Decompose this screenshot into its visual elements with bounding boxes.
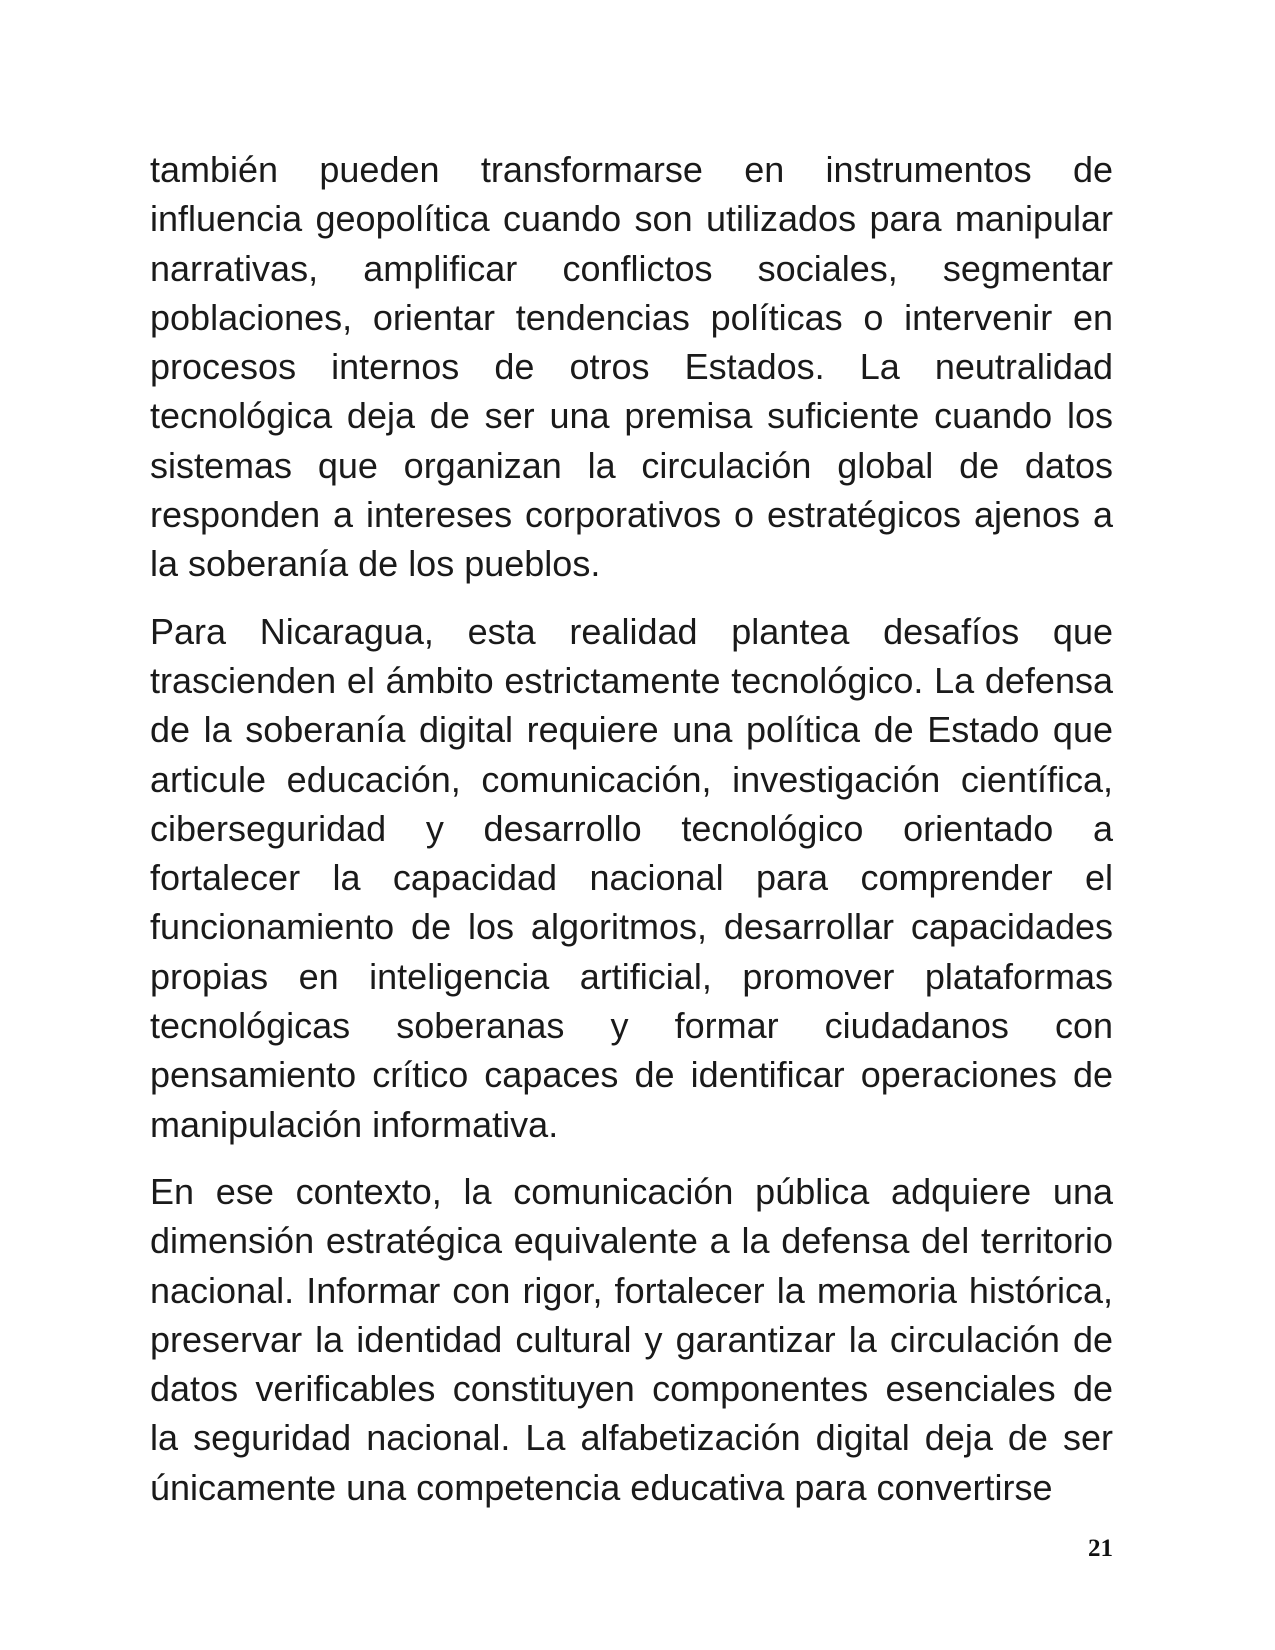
paragraph-3: En ese contexto, la comunicación pública adquiere una dimensión estratégica equivalente a la defensa del territorio nacional. Informar con rigor, fortalecer la memoria histórica, preservar la identidad cultural y garantizar la circulación de datos verificables constituyen componentes esenciales de la seguridad nacional. La alfabetización digital deja de ser únicamente una competencia educativa para convertirse (150, 1170, 1113, 1508)
paragraph-2: Para Nicaragua, esta realidad plantea desafíos que trascienden el ámbito estrictamente tecnológico. La defensa de la soberanía digital requiere una política de Estado que articule educación, comunicación, investigación científica, ciberseguridad y desarrollo tecnológico orientado a fortalecer la capacidad nacional para comprender el funcionamiento de los algoritmos, desarrollar capacidades propias en inteligencia artificial, promover plataformas tecnológicas soberanas y formar ciudadanos con pensamiento crítico capaces de identificar operaciones de manipulación informativa. (150, 610, 1113, 1145)
page-number: 21 (1088, 1535, 1113, 1562)
paragraph-1: también pueden transformarse en instrumentos de influencia geopolítica cuando son utilizados para manipular narrativas, amplificar conflictos sociales, segmentar poblaciones, orientar tendencias políticas o intervenir en procesos internos de otros Estados. La neutralidad tecnológica deja de ser una premisa suficiente cuando los sistemas que organizan la circulación global de datos responden a intereses corporativos o estratégicos ajenos a la soberanía de los pueblos. (150, 149, 1113, 585)
body-text (150, 145, 1113, 1530)
